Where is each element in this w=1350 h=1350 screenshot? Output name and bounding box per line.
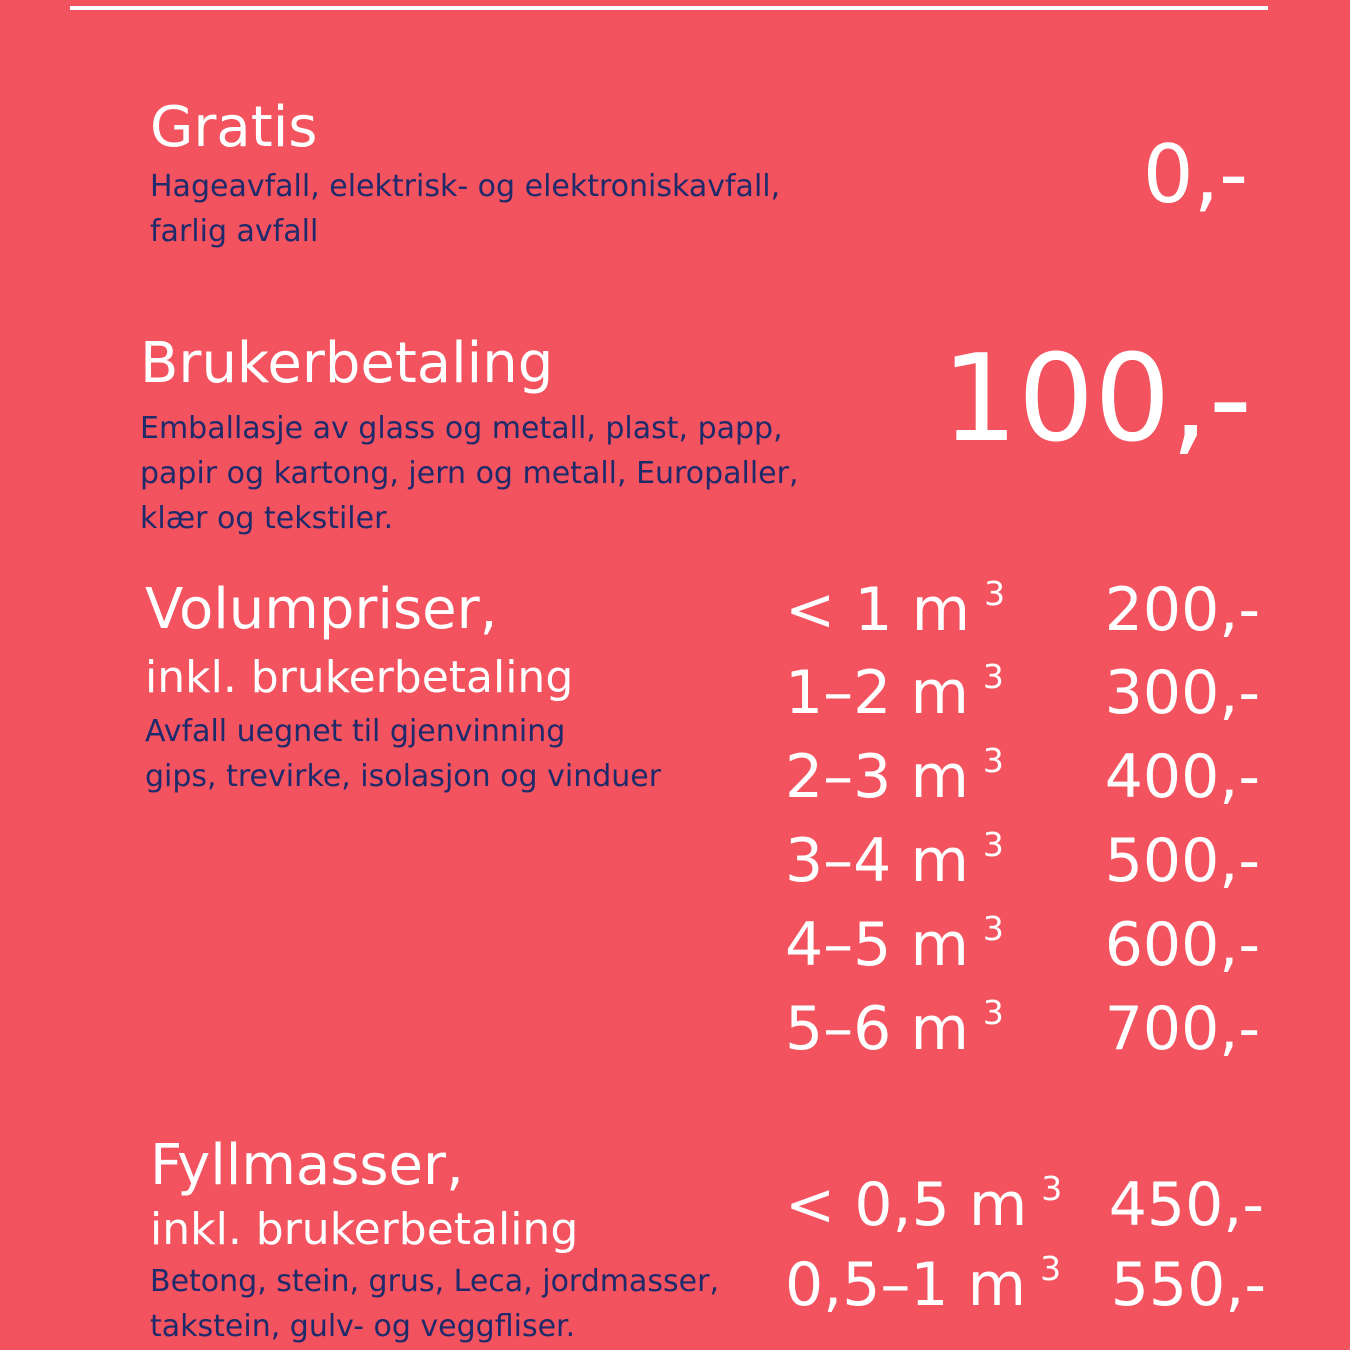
volume-row-label: 2–3 m $^3$ — [785, 741, 1004, 812]
volume-row-price: 200,- — [1104, 575, 1260, 645]
volumpriser-desc-line: gips, trevirke, isolasjon og vinduer — [145, 759, 662, 794]
gratis-description — [150, 164, 780, 254]
brukerbetaling-desc-line: klær og tekstiler. — [140, 501, 394, 536]
brukerbetaling-desc-line: Emballasje av glass og metall, plast, papp, — [140, 411, 783, 446]
fill-row-price: 550,- — [1110, 1250, 1266, 1320]
brukerbetaling-description — [140, 406, 799, 541]
fill-row-label: < 0,5 m $^3$ — [785, 1169, 1063, 1240]
fyllmasser-description — [150, 1259, 719, 1349]
volume-row-price: 700,- — [1104, 994, 1260, 1064]
volumpriser-desc-line: Avfall uegnet til gjenvinning — [145, 714, 566, 749]
volume-row-price: 300,- — [1104, 658, 1260, 728]
gratis-desc-line: farlig avfall — [150, 214, 319, 249]
fyllmasser-desc-line: Betong, stein, grus, Leca, jordmasser, — [150, 1264, 719, 1299]
brukerbetaling-title: Brukerbetaling — [140, 331, 554, 396]
volume-row-price: 400,- — [1104, 742, 1260, 812]
brukerbetaling-price: 100,- — [941, 330, 1252, 469]
volume-row-label: 3–4 m $^3$ — [785, 825, 1004, 896]
volume-row-price: 500,- — [1104, 826, 1260, 896]
gratis-price: 0,- — [1142, 128, 1248, 221]
volume-row-label: 5–6 m $^3$ — [785, 993, 1004, 1064]
volumpriser-description — [145, 709, 661, 799]
fill-row-label: 0,5–1 m $^3$ — [785, 1249, 1062, 1320]
gratis-title: Gratis — [150, 95, 318, 160]
volume-row-price: 600,- — [1104, 910, 1260, 980]
volume-row-label: 1–2 m $^3$ — [785, 657, 1004, 728]
fyllmasser-title: Fyllmasser, — [150, 1133, 464, 1198]
brukerbetaling-desc-line: papir og kartong, jern og metall, Europaller, — [140, 456, 799, 491]
fyllmasser-desc-line: takstein, gulv- og veggfliser. — [150, 1309, 576, 1344]
volumpriser-title: Volumpriser, — [145, 577, 498, 642]
volume-row-label: 4–5 m $^3$ — [785, 909, 1004, 980]
volumpriser-subtitle: inkl. brukerbetaling — [145, 652, 574, 703]
fill-row-price: 450,- — [1108, 1170, 1264, 1240]
top-divider — [70, 6, 1268, 10]
volume-row-label: < 1 m $^3$ — [785, 574, 1006, 645]
gratis-desc-line: Hageavfall, elektrisk- og elektroniskavfall, — [150, 169, 781, 204]
fyllmasser-subtitle: inkl. brukerbetaling — [150, 1204, 579, 1255]
